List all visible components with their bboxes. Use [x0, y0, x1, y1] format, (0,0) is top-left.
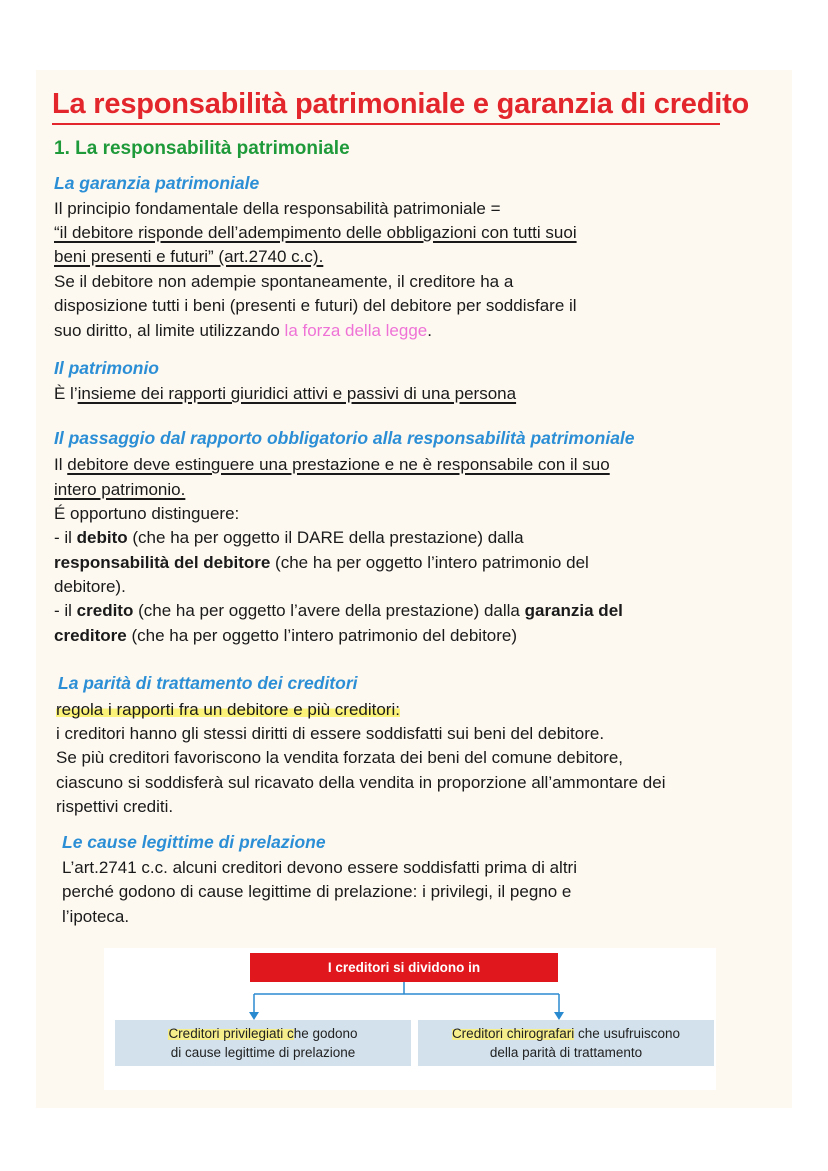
text-line	[54, 319, 432, 343]
heading-garanzia: La garanzia patrimoniale	[54, 173, 260, 193]
highlighted-line	[56, 698, 400, 722]
text-line: Se il debitore non adempie spontaneamente, il creditore ha a	[54, 272, 514, 291]
text-line: debitore).	[54, 577, 126, 596]
arrow-right-icon	[554, 1012, 564, 1020]
text-span: - il	[54, 528, 77, 547]
text-span: - il	[54, 601, 77, 620]
text-line: disposizione tutti i beni (presenti e futuri) del debitore per soddisfare il	[54, 296, 577, 315]
quote-line-2: beni presenti e futuri” (art.2740 c.c).	[54, 247, 324, 266]
text-line: L’art.2741 c.c. alcuni creditori devono essere soddisfatti prima di altri	[62, 858, 577, 877]
text-line	[54, 453, 610, 477]
heading-parita: La parità di trattamento dei creditori	[58, 673, 358, 693]
creditors-diagram	[104, 948, 716, 1090]
text-line	[54, 551, 589, 575]
text-span: (che ha per oggetto il DARE della prestazione) dalla	[127, 528, 524, 547]
heading-passaggio: Il passaggio dal rapporto obbligatorio alla responsabilità patrimoniale	[54, 428, 635, 448]
text-line	[54, 624, 517, 648]
highlighted-text: regola i rapporti fra un debitore e più creditori:	[56, 700, 400, 719]
text-line	[54, 382, 516, 406]
bold-text: debito	[76, 528, 128, 547]
text-span: (che ha per oggetto l’intero patrimonio del	[270, 553, 589, 572]
bold-text: garanzia del	[524, 601, 623, 620]
text-span: .	[427, 321, 432, 340]
text-span: di cause legittime di prelazione	[170, 1045, 356, 1060]
text-line	[54, 526, 524, 550]
underlined-text: intero patrimonio.	[54, 480, 186, 499]
heading-patrimonio: Il patrimonio	[54, 358, 159, 378]
quote-line-1: “il debitore risponde dell’adempimento delle obbligazioni con tutti suoi	[54, 223, 577, 242]
text-span: (che ha per oggetto l’intero patrimonio del debitore)	[126, 626, 518, 645]
section-heading-1: 1. La responsabilità patrimoniale	[54, 138, 350, 159]
text-line: rispettivi crediti.	[56, 797, 174, 816]
underlined-text: debitore deve estinguere una prestazione e ne è responsabile con il suo	[67, 455, 610, 474]
text-span: (che ha per oggetto l’avere della prestazione) dalla	[133, 601, 525, 620]
heading-cause: Le cause legittime di prelazione	[62, 832, 326, 852]
text-span: È l’	[54, 384, 78, 403]
text-line: i creditori hanno gli stessi diritti di essere soddisfatti sui beni del debitore.	[56, 724, 605, 743]
text-span: suo diritto, al limite utilizzando	[54, 321, 285, 340]
page-title: La responsabilità patrimoniale e garanzia di credito	[52, 88, 750, 120]
text-line	[54, 599, 623, 623]
title-underline	[52, 123, 720, 125]
underlined-text: insieme dei rapporti giuridici attivi e passivi di una persona	[77, 384, 517, 403]
text-line: ciascuno si soddisferà sul ricavato della vendita in proporzione all’ammontare dei	[56, 773, 666, 792]
text-line: Se più creditori favoriscono la vendita forzata dei beni del comune debitore,	[56, 748, 624, 767]
text-span: della parità di trattamento	[489, 1045, 643, 1060]
bold-text: creditore	[54, 626, 127, 645]
pink-text: la forza della legge	[284, 321, 428, 340]
bold-text: responsabilità del debitore	[54, 553, 271, 572]
text-span: Il	[54, 455, 68, 474]
arrow-left-icon	[249, 1012, 259, 1020]
box-privileged	[115, 1020, 411, 1066]
text-span: che usufruiscono	[574, 1026, 681, 1041]
text-span: he godono	[293, 1026, 358, 1041]
text-line: perché godono di cause legittime di prelazione: i privilegi, il pegno e	[62, 882, 572, 901]
text-line: l’ipoteca.	[62, 907, 130, 926]
box-unsecured	[418, 1020, 714, 1066]
bold-text: credito	[76, 601, 134, 620]
text-line: Il principio fondamentale della responsabilità patrimoniale =	[54, 199, 501, 218]
highlighted-text: Creditori privilegiati c	[168, 1026, 294, 1041]
diagram-top-box: I creditori si dividono in	[250, 953, 558, 982]
highlighted-text: Creditori chirografari	[451, 1026, 575, 1041]
text-line: É opportuno distinguere:	[54, 504, 240, 523]
